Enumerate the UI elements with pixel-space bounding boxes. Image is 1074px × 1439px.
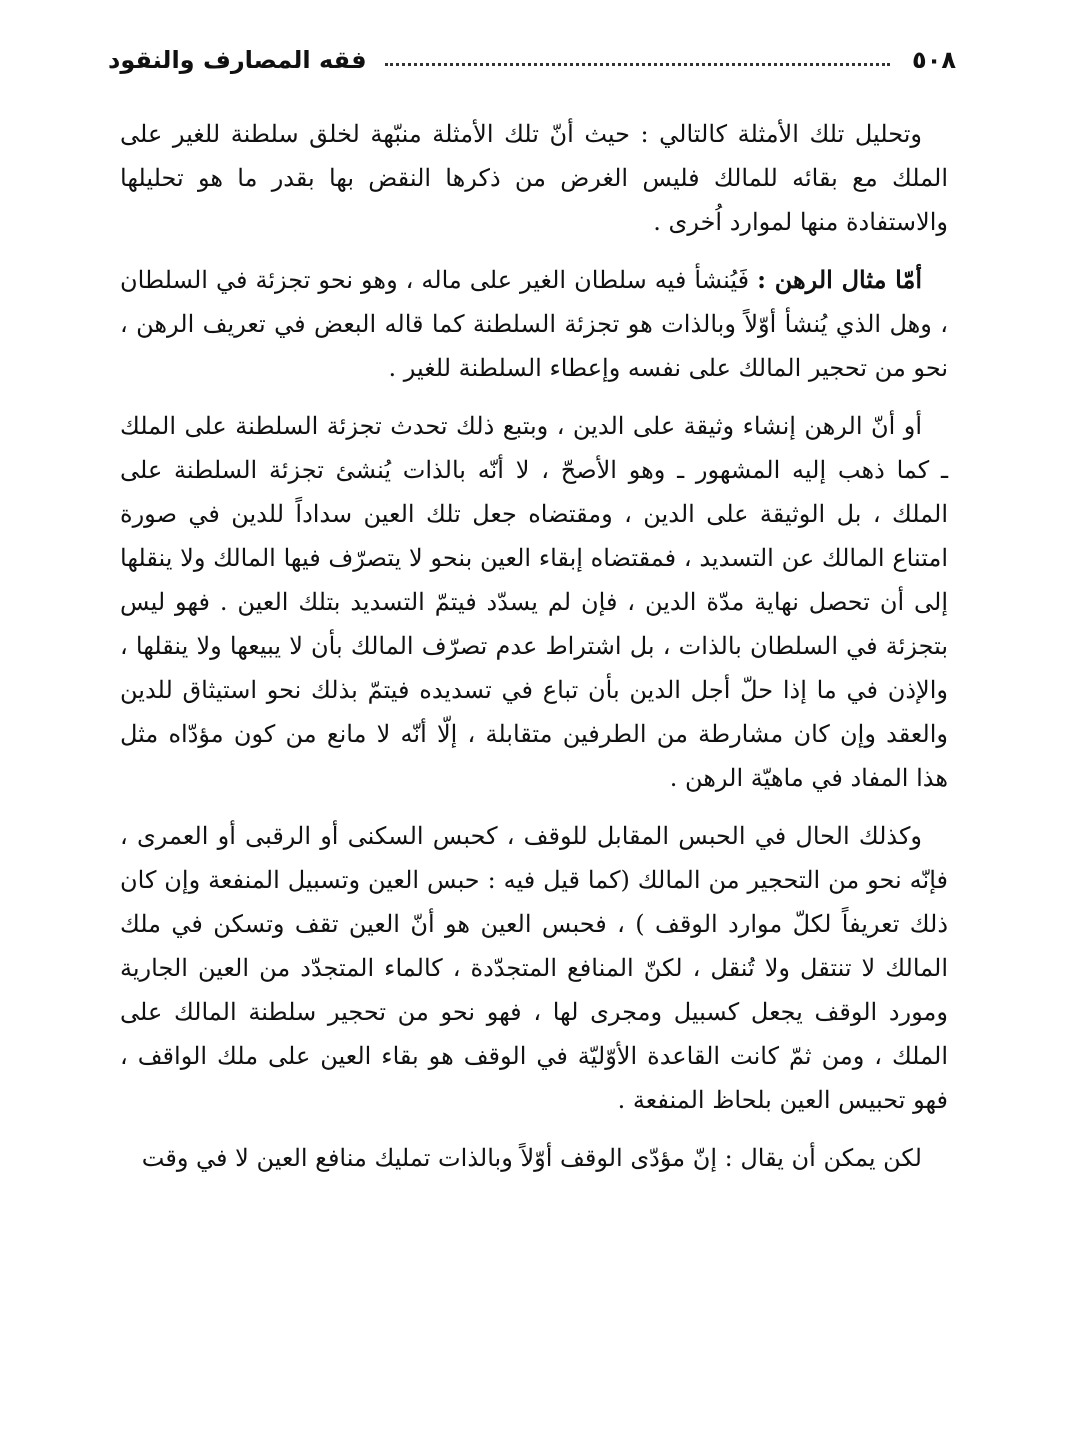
book-title: فقه المصارف والنقود xyxy=(108,46,367,74)
paragraph-text: وكذلك الحال في الحبس المقابل للوقف ، كحبس السكنى أو الرقبى أو العمرى ، فإنّه نحو من التحجير من المالك (كما قيل فيه : حبس العين وتسبيل المنفعة وإن كان ذلك تعريفاً لكلّ موارد الوقف ) ، فحبس العين هو أنّ العين تقف وتسكن في ملك المالك لا تنتقل ولا تُنقل ، لكنّ المنافع المتجدّدة ، كالماء المتجدّد من العين الجارية ومورد الوقف يجعل كسبيل ومجرى لها ، فهو نحو من تحجير سلطنة المالك على الملك ، ومن ثمّ كانت القاعدة الأوّليّة في الوقف هو بقاء العين على ملك الواقف ، فهو تحبيس العين بلحاظ المنفعة . xyxy=(120,822,948,1114)
paragraph-4 xyxy=(120,814,948,1122)
paragraph-2 xyxy=(120,258,948,390)
paragraph-text: لكن يمكن أن يقال : إنّ مؤدّى الوقف أوّلاً وبالذات تمليك منافع العين لا في وقت xyxy=(141,1144,922,1172)
paragraph-5 xyxy=(120,1136,948,1180)
paragraph-text: وتحليل تلك الأمثلة كالتالي : حيث أنّ تلك الأمثلة منبّهة لخلق سلطنة للغير على الملك مع بقائه للمالك فليس الغرض من ذكرها النقض بها بقدر ما هو تحليلها والاستفادة منها لموارد اُخرى . xyxy=(120,120,949,236)
paragraph-text: أو أنّ الرهن إنشاء وثيقة على الدين ، وبتبع ذلك تحدث تجزئة السلطنة على الملك ـ كما ذهب إليه المشهور ـ وهو الأصحّ ، لا أنّه بالذات يُنشئ تجزئة السلطنة على الملك ، بل الوثيقة على الدين ، ومقتضاه جعل تلك العين سداداً للدين في صورة امتناع المالك عن التسديد ، فمقتضاه إبقاء العين بنحو لا يتصرّف فيها المالك ولا ينقلها إلى أن تحصل نهاية مدّة الدين ، فإن لم يسدّد فيتمّ التسديد بتلك العين . فهو ليس بتجزئة في السلطان بالذات ، بل اشتراط عدم تصرّف المالك بأن لا يبيعها ولا ينقلها ، والإذن في ما إذا حلّ أجل الدين بأن تباع في تسديده فيتمّ بذلك نحو استيثاق للدين والعقد وإن كان مشارطة من الطرفين متقابلة ، إلّا أنّه لا مانع من كون مؤدّاه مثل هذا المفاد في ماهيّة الرهن . xyxy=(120,412,949,792)
running-header xyxy=(108,34,956,86)
paragraph-lead: أمّا مثال الرهن : xyxy=(757,265,922,294)
page-number: ٥٠٨ xyxy=(912,46,956,74)
paragraph-1 xyxy=(120,112,948,244)
dotted-leader xyxy=(385,63,891,66)
body-text xyxy=(120,112,948,1194)
paragraph-text: فَيُنشأ فيه سلطان الغير على ماله ، وهو نحو تجزئة في السلطان ، وهل الذي يُنشأ أوّلاً وبالذات هو تجزئة السلطنة كما قاله البعض في تعريف الرهن ، نحو من تحجير المالك على نفسه وإعطاء السلطنة للغير . xyxy=(120,266,948,382)
paragraph-3 xyxy=(120,404,948,800)
